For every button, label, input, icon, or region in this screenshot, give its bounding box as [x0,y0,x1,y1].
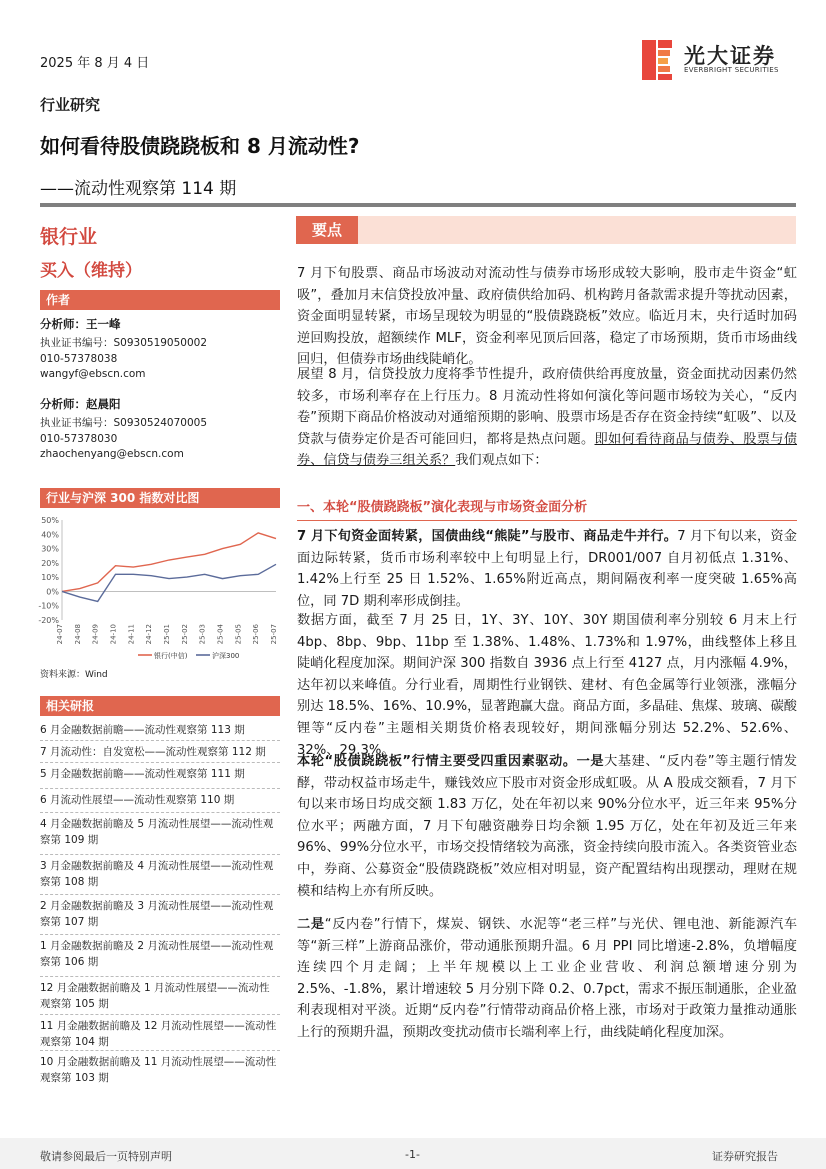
footer-report-type: 证券研究报告 [712,1150,778,1163]
analyst-email[interactable]: zhaochenyang@ebscn.com [40,448,184,460]
x-tick-label: 25-01 [163,624,171,645]
related-report-divider [40,788,280,789]
y-tick-label: 20% [41,558,59,568]
report-date: 2025 年 8 月 4 日 [40,56,150,71]
paragraph-6-lead: 二是 [297,917,325,932]
logo-text: 光大证券 [684,44,776,68]
y-tick-label: 40% [41,530,59,540]
x-tick-label: 24-09 [91,624,100,645]
related-report-item[interactable]: 7 月流动性：自发宽松——流动性观察第 112 期 [40,746,266,758]
related-reports-header: 相关研报 [40,696,280,716]
y-tick-label: 0% [46,587,59,597]
footer-disclaimer[interactable]: 敬请参阅最后一页特别声明 [40,1150,172,1163]
y-tick-label: 30% [41,544,59,554]
report-category: 行业研究 [40,96,101,114]
analyst-email[interactable]: wangyf@ebscn.com [40,368,146,380]
series-line [62,564,276,601]
related-report-divider [40,854,280,855]
y-tick-label: -10% [38,601,59,611]
paragraph-6-text: “反内卷”行情下，煤炭、钢铁、水泥等“老三样”与光伏、锂电池、新能源汽车等“新三样”上游商品涨价，带动通胀预期升温。6 月 PPI 同比增速-2.8%，负增幅度连续四个月走阔；上半年规模以上工业企业营收、利润总额增速分别为 2.5%、-1.8%，累计增速较 5 月分别下降 0.2、0.7pct，需求不振压制通胀，企业盈利表现相对平淡。近期“反内卷”行情带动商品价格上涨，市场对于政策力量推动通胀上行的预期升温，预期改变扰动债市长端利率上行，曲线陡峭化程度加深。 [297,917,798,1040]
report-title: 如何看待股债跷跷板和 8 月流动性? [40,134,360,158]
chart-header: 行业与沪深 300 指数对比图 [40,488,280,508]
industry-name: 银行业 [40,226,98,248]
analyst-name: 分析师：赵晨阳 [40,397,121,411]
paragraph-6 [297,914,797,1044]
paragraph-4: 数据方面，截至 7 月 25 日，1Y、3Y、10Y、30Y 期国债利率分别较 6 月末上行 4bp、8bp、9bp、11bp 至 1.38%、1.48%、1.73%和 1.97%，曲线整体上移且陡峭化程度加深。期间沪深 300 指数自 3936 点上行至 4127 点，月内涨幅 4.9%，达年初以来峰值。分行业看，周期性行业钢铁、建材、有色金属等行业领涨，涨幅分别达 18.5%、16%、10.9%，显著跑赢大盘。商品方面，多晶硅、焦煤、玻璃、碳酸锂等“反内卷”主题相关期货价格表现较好，期间涨幅分别达 52.2%、52.6%、32%、29.3%。 [297,613,797,758]
logo-mark-icon [640,38,684,82]
x-tick-label: 25-03 [198,624,207,645]
related-report-item[interactable]: 10 月金融数据前瞻及 11 月流动性展望——流动性观察第 103 期 [40,1056,277,1084]
paragraph-2-text: 展望 8 月，信贷投放力度将季节性提升，政府债供给再度放量，资金面扰动因素仍然较多，市场利率存在上行压力。8 月流动性将如何演化等问题市场较为关心，“反内卷”预期下商品价格波动对通缩预期的影响、股票市场是否存在资金持续“虹吸”、以及贷款与债券定价是否可能回归，都将是热点问题。 [297,367,797,447]
paragraph-2 [297,364,797,472]
related-report-item[interactable]: 6 月流动性展望——流动性观察第 110 期 [40,794,235,806]
legend-label: 银行(中信) [154,652,188,660]
chart-source: 资料来源：Wind [40,670,108,680]
analyst-cert: 执业证书编号：S0930524070005 [40,417,208,429]
paragraph-2-question: 即如何看待商品与债券、股票与债券、信贷与债券三组关系？ [297,431,798,469]
analyst-name: 分析师：王一峰 [40,317,121,331]
section-1-rule [297,520,797,521]
related-report-item[interactable]: 1 月金融数据前瞻及 2 月流动性展望——流动性观察第 106 期 [40,940,274,968]
analyst-phone: 010-57378038 [40,353,118,365]
series-line [62,533,276,592]
analyst-block-1 [40,316,280,380]
paragraph-5-lead: 本轮“股债跷跷板”行情主要受四重因素驱动。一是 [297,754,605,769]
related-report-item[interactable]: 5 月金融数据前瞻——流动性观察第 111 期 [40,768,245,780]
authors-header: 作者 [40,290,280,310]
report-subtitle: ——流动性观察第 114 期 [40,179,237,199]
x-tick-label: 25-02 [180,624,189,645]
logo-subtext: EVERBRIGHT SECURITIES [684,66,779,74]
paragraph-5-text: 大基建、“反内卷”等主题行情发酵，带动权益市场走牛，赚钱效应下股市对资金形成虹吸。从 A 股成交额看，7 月下旬以来市场日均成交额 1.83 万亿，处在年初以来 90%分位水平，近三年来 95%分位水平；两融方面，7 月下旬融资融券日均余额 1.95 万亿，处在年初及近三年来 96%、99%分位水平，市场交投情绪较为高涨，资金持续向股市流入。各类资管业态中，券商、公募资金“股债跷跷板”效应相对明显，资产配置结构出现摆动，理财在规模和结构上亦有所反映。 [297,754,797,899]
analyst-cert: 执业证书编号：S0930519050002 [40,337,208,349]
x-tick-label: 24-10 [109,624,118,645]
paragraph-3 [297,526,797,612]
related-report-item[interactable]: 4 月金融数据前瞻及 5 月流动性展望——流动性观察第 109 期 [40,818,274,846]
section-1-heading: 一、本轮“股债跷跷板”演化表现与市场资金面分析 [297,500,588,515]
x-tick-label: 25-06 [252,624,261,645]
related-report-divider [40,740,280,741]
y-tick-label: 10% [41,573,59,583]
page-number: -1- [405,1148,420,1161]
rating: 买入（维持） [40,261,142,281]
x-tick-label: 24-11 [127,624,136,645]
related-report-item[interactable]: 12 月金融数据前瞻及 1 月流动性展望——流动性观察第 105 期 [40,982,270,1010]
x-tick-label: 24-08 [73,624,82,645]
related-report-divider [40,812,280,813]
related-report-divider [40,976,280,977]
header-divider [40,203,796,207]
legend-label: 沪深300 [212,652,240,660]
related-report-divider [40,1014,280,1015]
analyst-block-2 [40,396,280,460]
key-points-title: 要点 [296,216,358,244]
key-points-bar [296,216,796,244]
related-report-item[interactable]: 2 月金融数据前瞻及 3 月流动性展望——流动性观察第 107 期 [40,900,274,928]
related-report-divider [40,762,280,763]
x-tick-label: 24-07 [56,624,64,645]
y-tick-label: -20% [38,616,59,625]
related-report-divider [40,1050,280,1051]
x-tick-label: 25-05 [234,624,243,645]
related-report-item[interactable]: 11 月金融数据前瞻及 12 月流动性展望——流动性观察第 104 期 [40,1020,277,1048]
related-report-item[interactable]: 3 月金融数据前瞻及 4 月流动性展望——流动性观察第 108 期 [40,860,274,888]
paragraph-2-tail: 我们观点如下： [455,453,548,469]
paragraph-3-lead: 7 月下旬资金面转紧，国债曲线“熊陡”与股市、商品走牛并行。 [297,529,678,544]
x-tick-label: 25-04 [216,624,225,645]
related-report-divider [40,894,280,895]
analyst-phone: 010-57378030 [40,433,118,445]
paragraph-3-text: 7 月下旬以来，资金面边际转紧，货币市场利率较中上旬明显上行，DR001/007 自月初低点 1.31%、1.42%上行至 25 日 1.52%、1.65%附近高点，期间隔夜利率一度突破 1.65%高位，同 7D 期利率形成倒挂。 [297,529,797,609]
x-tick-label: 25-07 [270,624,278,645]
related-report-item[interactable]: 6 月金融数据前瞻——流动性观察第 113 期 [40,724,245,736]
paragraph-5 [297,751,797,902]
paragraph-1: 7 月下旬股票、商品市场波动对流动性与债券市场形成较大影响，股市走牛资金“虹吸”，叠加月末信贷投放冲量、政府债供给加码、机构跨月备款需求提升等扰动因素，资金面明显转紧，市场呈现较为明显的“股债跷跷板”效应。临近月末，央行适时加码逆回购投放，超额续作 MLF，资金利率见顶后回落，稳定了市场预期，货币市场曲线回归，但债券市场曲线陡峭化。 [297,266,797,368]
comparison-chart [36,512,284,664]
related-report-divider [40,934,280,935]
y-tick-label: 50% [41,516,59,525]
x-tick-label: 24-12 [145,624,154,645]
